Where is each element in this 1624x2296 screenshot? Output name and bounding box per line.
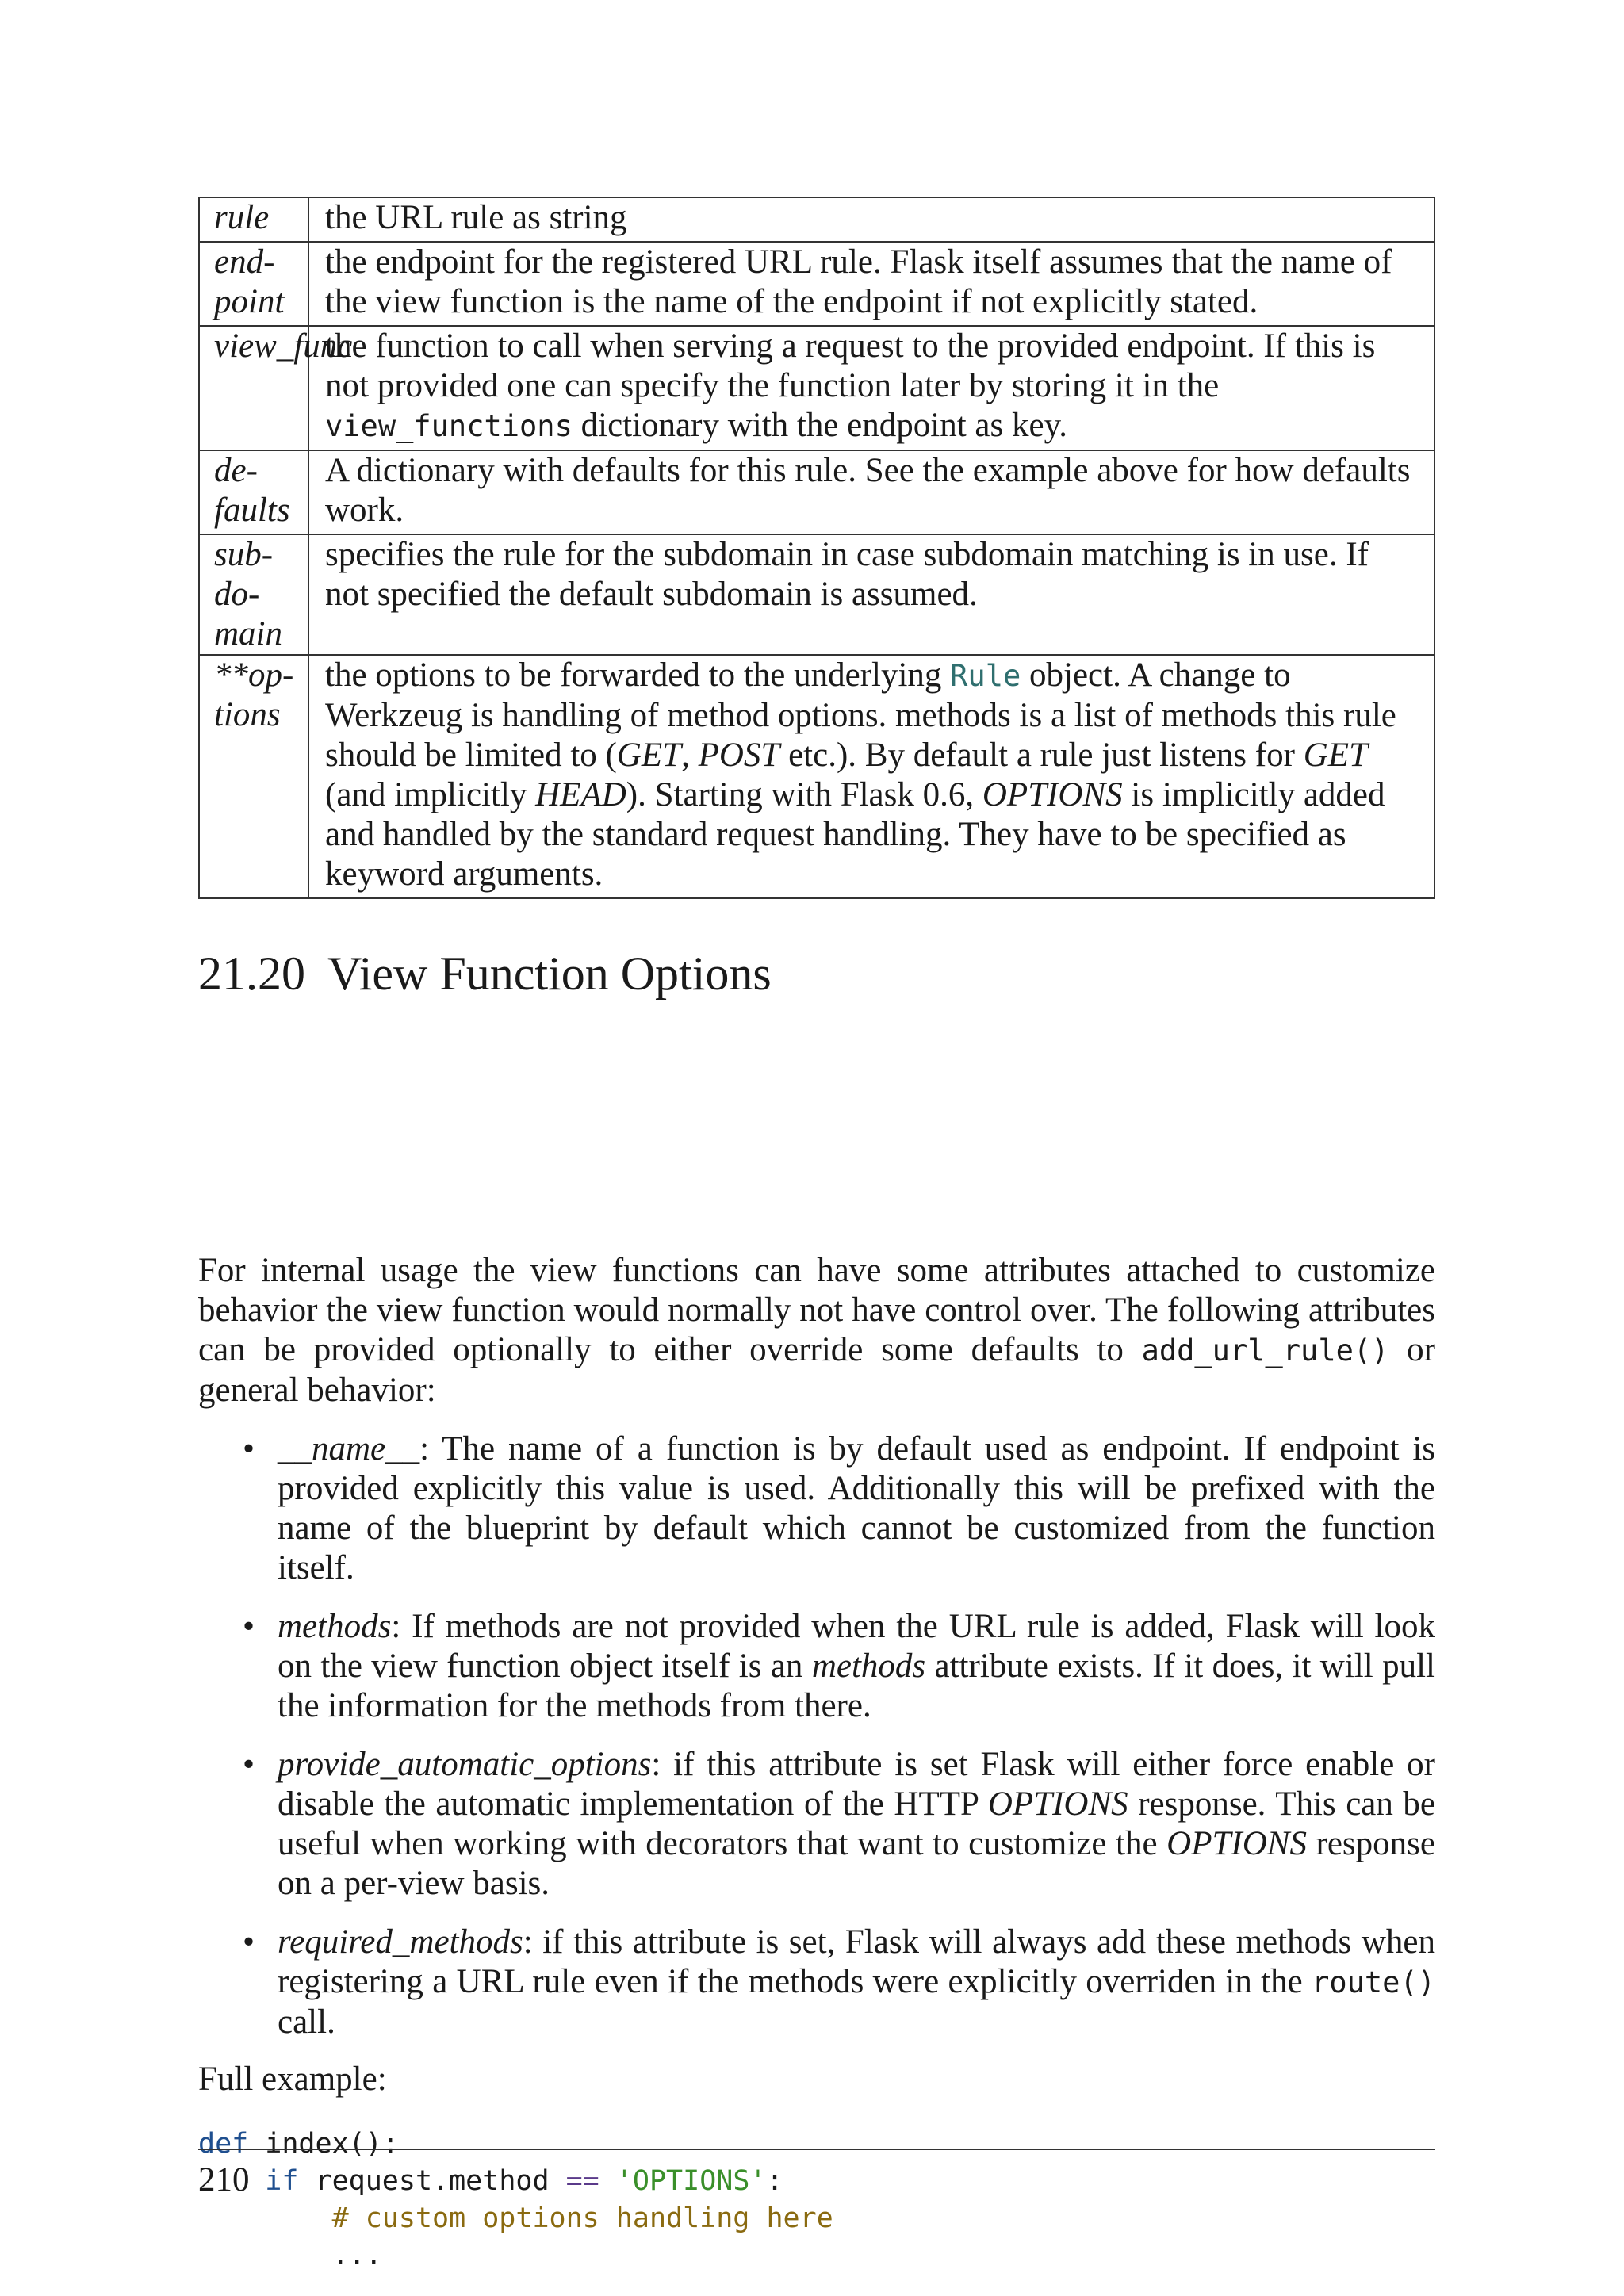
section-number: 21.20 <box>198 947 305 1000</box>
param-term-view-func: view_func <box>199 326 308 450</box>
table-row <box>199 655 1434 898</box>
bullet-icon: • <box>243 1608 255 1645</box>
table-row <box>199 534 1434 655</box>
param-desc-subdomain: specifies the rule for the subdomain in case subdomain matching is in use. If not specified the default subdomain is assumed. <box>308 534 1434 655</box>
inline-code: add_url_rule() <box>1141 1334 1389 1368</box>
bullet-icon: • <box>243 1746 255 1783</box>
section-title: View Function Options <box>327 947 772 1000</box>
attribute-list <box>198 1429 1435 2042</box>
param-desc-endpoint: the endpoint for the registered URL rule. Flask itself assumes that the name of the view function is the name of the endpoint if not explicitly stated. <box>308 242 1434 326</box>
list-item: • required_methods: if this attribute is set, Flask will always add these methods when registering a URL rule even if the methods were explicitly overriden in the route() call. <box>243 1923 1435 2041</box>
param-term-options: **op- tions <box>199 655 308 898</box>
inline-code: view_functions <box>325 409 573 443</box>
footer-divider <box>198 2149 1435 2150</box>
param-desc-view-func: the function to call when serving a request to the provided endpoint. If this is not provided one can specify the function later by storing it in the view_functions dictionary with the endpoint as key. <box>308 326 1434 450</box>
page-number: 210 <box>198 2161 250 2198</box>
section-body <box>198 1251 1435 2061</box>
table-row <box>199 450 1434 534</box>
list-item: • __name__: The name of a function is by default used as endpoint. If endpoint is provided explicitly this value is used. Additionally this will be prefixed with the name of the blueprint by default which cannot be customized from the function itself. <box>243 1430 1435 1586</box>
table-row <box>199 242 1434 326</box>
param-term-rule: rule <box>199 197 308 242</box>
rule-class-link[interactable]: Rule <box>950 659 1021 693</box>
code-block: def index(): if request.method == 'OPTIONS': # custom options handling here ... <box>198 2128 833 2271</box>
table-row <box>199 326 1434 450</box>
bullet-icon: • <box>243 1430 255 1468</box>
list-item: • provide_automatic_options: if this attribute is set Flask will either force enable or disable the automatic implementation of the HTTP OPTIONS response. This can be useful when working with decorators that want to customize the OPTIONS response on a per-view basis. <box>243 1746 1436 1902</box>
list-item: • methods: If methods are not provided when the URL rule is added, Flask will look on the view function object itself is an methods attribute exists. If it does, it will pull the information for the methods from there. <box>243 1608 1435 1724</box>
parameters-table <box>198 197 1435 899</box>
section-heading <box>198 942 772 1005</box>
bullet-icon: • <box>243 1923 255 1961</box>
param-desc-options: the options to be forwarded to the underlying Rule object. A change to Werkzeug is handling of method options. methods is a list of methods this rule should be limited to (GET, POST etc.). By default a rule just listens for GET (and implicitly HEAD). Starting with Flask 0.6, OPTIONS is implicitly added and handled by the standard request handling. They have to be specified as keyword arguments. <box>308 655 1434 898</box>
param-term-defaults: de- faults <box>199 450 308 534</box>
param-term-endpoint: end- point <box>199 242 308 326</box>
full-example-label: Full example: <box>198 2061 387 2098</box>
inline-code: route() <box>1312 1965 1435 1999</box>
intro-paragraph: For internal usage the view functions can have some attributes attached to customize behavior the view function would normally not have control over. The following attributes can be provided optionally to either override some defaults to add_url_rule() or general behavior: <box>198 1252 1435 1409</box>
param-desc-defaults: A dictionary with defaults for this rule. See the example above for how defaults work. <box>308 450 1434 534</box>
table-row <box>199 197 1434 242</box>
param-desc-rule: the URL rule as string <box>308 197 1434 242</box>
param-term-subdomain: sub- do- main <box>199 534 308 655</box>
